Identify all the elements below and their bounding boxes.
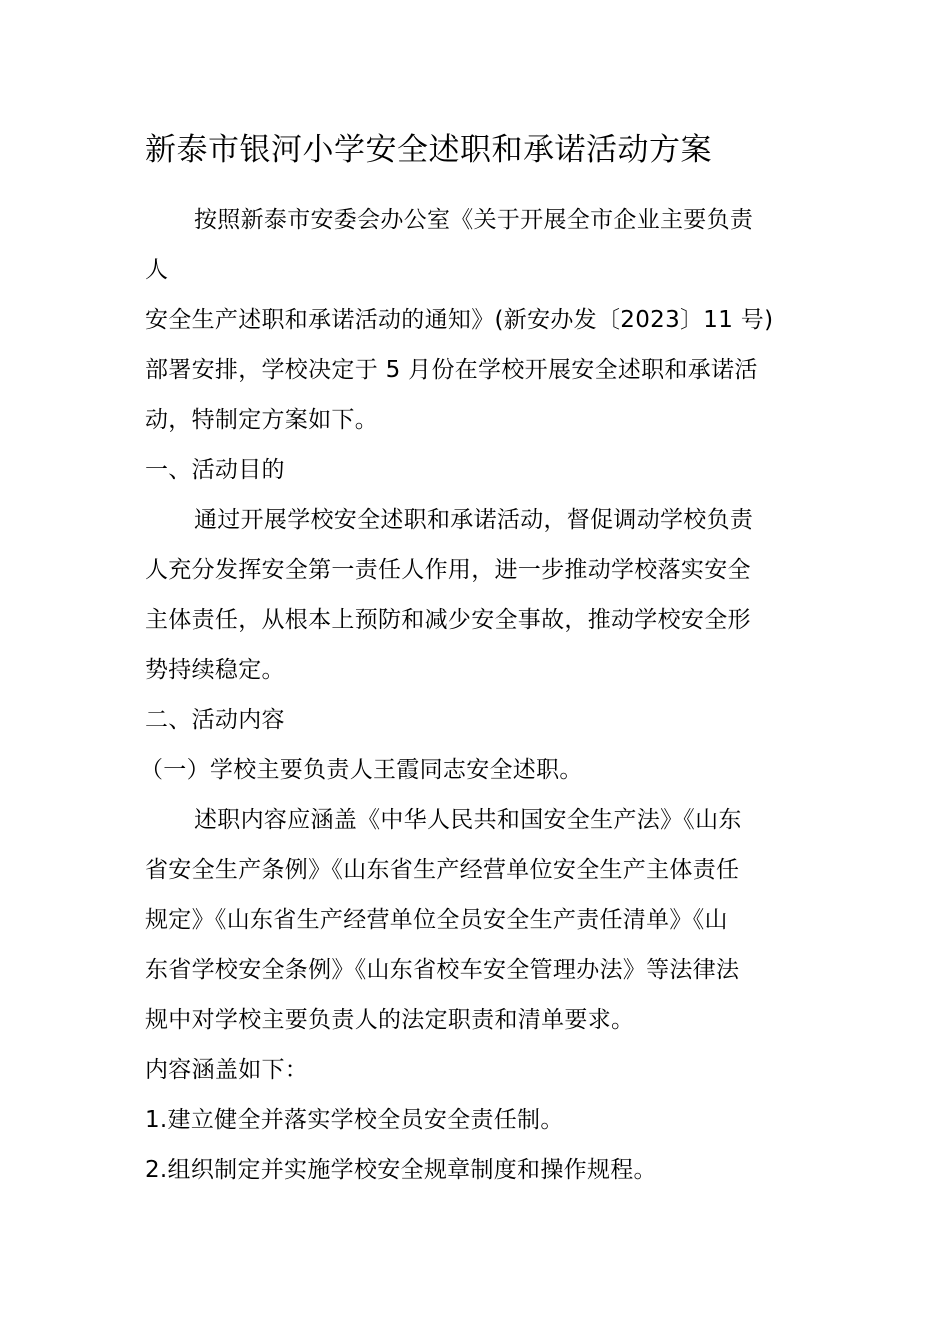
list-item: 2.组织制定并实施学校安全规章制度和操作规程。 — [145, 1157, 657, 1183]
body-line: 省安全生产条例》《山东省生产经营单位安全生产主体责任 — [145, 857, 740, 883]
body-line: 规定》《山东省生产经营单位全员安全生产责任清单》《山 — [145, 907, 728, 933]
body-line: 述职内容应涵盖《中华人民共和国安全生产法》《山东 — [194, 807, 742, 833]
list-item: 1.建立健全并落实学校全员安全责任制。 — [145, 1107, 564, 1133]
section-heading: 一、活动目的 — [145, 457, 285, 483]
intro-line: 安全生产述职和承诺活动的通知》(新安办发〔2023〕11 号) — [145, 307, 774, 333]
body-line: 主体责任，从根本上预防和减少安全事故，推动学校安全形 — [145, 607, 751, 633]
body-line: 东省学校安全条例》《山东省校车安全管理办法》等法律法 — [145, 957, 740, 983]
subsection-heading: （一）学校主要负责人王霞同志安全述职。 — [140, 757, 583, 783]
intro-line: 部署安排，学校决定于 5 月份在学校开展安全述职和承诺活 — [145, 357, 758, 383]
intro-line: 按照新泰市安委会办公室《关于开展全市企业主要负责 — [194, 207, 754, 233]
body-line: 规中对学校主要负责人的法定职责和清单要求。 — [145, 1007, 635, 1033]
intro-line: 人 — [145, 257, 169, 283]
body-line: 势持续稳定。 — [145, 657, 285, 683]
section-heading: 二、活动内容 — [145, 707, 285, 733]
body-line: 通过开展学校安全述职和承诺活动，督促调动学校负责 — [194, 507, 754, 533]
content-intro: 内容涵盖如下： — [145, 1057, 309, 1083]
intro-line: 动，特制定方案如下。 — [145, 407, 378, 433]
body-line: 人充分发挥安全第一责任人作用，进一步推动学校落实安全 — [145, 557, 751, 583]
document-title: 新泰市银河小学安全述职和承诺活动方案 — [145, 132, 712, 168]
